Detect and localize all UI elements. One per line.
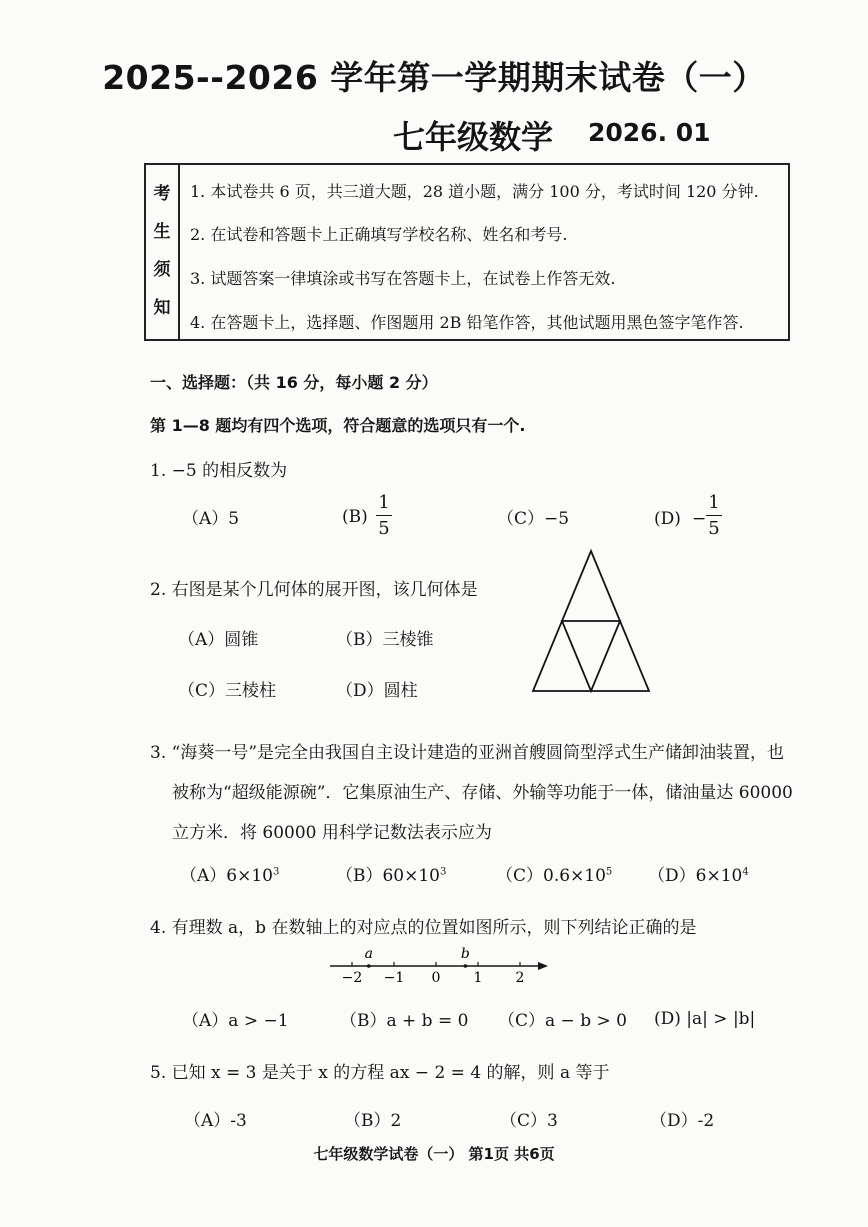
fraction-denominator: 5 xyxy=(708,518,720,539)
question-2-option-c: （C）三棱柱 xyxy=(178,681,277,701)
fraction-numerator: 1 xyxy=(378,492,390,513)
number-line-tick-label: −2 xyxy=(341,970,363,986)
question-5-stem: 5. 已知 x = 3 是关于 x 的方程 ax − 2 = 4 的解，则 a 等于 xyxy=(150,1063,610,1083)
number-line-point-a-label: a xyxy=(364,946,373,962)
question-4-option-c: （C）a − b > 0 xyxy=(498,1011,627,1031)
question-2-option-b: （B）三棱锥 xyxy=(336,630,434,650)
option-text: （C）0.6×10 xyxy=(496,866,606,886)
question-2-option-d: （D）圆柱 xyxy=(336,681,418,701)
fraction-denominator: 5 xyxy=(378,518,390,539)
number-line-point-b-label: b xyxy=(460,946,470,962)
number-line-tick-label: −1 xyxy=(383,970,405,986)
notice-label-column xyxy=(146,165,180,339)
exam-title: 2025--2026 学年第一学期期末试卷（一） xyxy=(102,58,766,97)
exponent: 5 xyxy=(605,866,613,878)
question-1-option-a: （A）5 xyxy=(182,509,240,529)
question-3-line-1: 3. “海葵一号”是完全由我国自主设计建造的亚洲首艘圆筒型浮式生产储卸油装置，也 xyxy=(150,743,785,763)
question-3-line-3: 立方米．将 60000 用科学记数法表示应为 xyxy=(172,823,492,843)
question-5-option-d: （D）-2 xyxy=(650,1111,715,1131)
section-heading: 一、选择题：（共 16 分，每小题 2 分） xyxy=(150,373,438,392)
net-inner-triangle xyxy=(562,621,620,691)
question-3-line-2: 被称为“超级能源碗”．它集原油生产、存储、外输等功能于一体，储油量达 60000 xyxy=(172,783,793,803)
section-instruction: 第 1—8 题均有四个选项，符合题意的选项只有一个. xyxy=(150,416,526,435)
exponent: 3 xyxy=(272,866,280,878)
question-5-option-b: （B）2 xyxy=(344,1111,402,1131)
option-text: （A）6×10 xyxy=(180,866,273,886)
question-4-option-b: （B）a + b = 0 xyxy=(340,1011,469,1031)
question-4-option-d: (D) |a| > |b| xyxy=(654,1009,756,1029)
question-3-option-a xyxy=(180,861,279,886)
notice-label-char: 考 xyxy=(153,184,171,204)
notice-label-char: 生 xyxy=(153,222,171,242)
exponent: 3 xyxy=(440,866,447,878)
question-1-stem: 1. −5 的相反数为 xyxy=(150,461,288,481)
notice-item: 2. 在试卷和答题卡上正确填写学校名称、姓名和考号. xyxy=(190,225,568,244)
exam-date: 2026. 01 xyxy=(588,118,711,147)
notice-label-char: 知 xyxy=(153,298,171,318)
notice-label-char: 须 xyxy=(153,260,171,280)
number-line-point-b xyxy=(464,964,468,968)
number-line-tick-label: 0 xyxy=(431,970,441,986)
fraction-numerator: 1 xyxy=(708,492,720,513)
exam-subtitle: 七年级数学 xyxy=(393,118,554,156)
question-3-option-d xyxy=(648,861,749,886)
question-1-option-c: （C）−5 xyxy=(497,509,570,529)
question-1-option-b-fraction xyxy=(376,492,392,539)
question-1-option-b-label: (B) xyxy=(342,507,368,527)
exponent: 4 xyxy=(742,866,749,878)
question-1-option-d-label: (D) xyxy=(654,509,681,529)
number-line-tick-label: 2 xyxy=(515,970,525,986)
option-text: （B）60×10 xyxy=(336,866,441,886)
question-1-option-d-sign: − xyxy=(692,509,707,529)
question-1-option-d-fraction xyxy=(706,492,722,539)
option-text: （D）6×10 xyxy=(648,866,743,886)
question-3-option-c xyxy=(496,861,612,886)
notice-item: 4. 在答题卡上，选择题、作图题用 2B 铅笔作答，其他试题用黑色签字笔作答. xyxy=(190,313,744,332)
number-line-tick-label: 1 xyxy=(473,970,483,986)
question-4-stem: 4. 有理数 a，b 在数轴上的对应点的位置如图所示，则下列结论正确的是 xyxy=(150,918,697,938)
question-2-option-a: （A）圆锥 xyxy=(178,630,259,650)
number-line-figure xyxy=(320,944,556,988)
tetrahedron-net-figure xyxy=(530,548,652,694)
question-5-option-c: （C）3 xyxy=(500,1111,558,1131)
question-4-option-a: （A）a > −1 xyxy=(182,1011,289,1031)
notice-item: 3. 试题答案一律填涂或书写在答题卡上，在试卷上作答无效. xyxy=(190,269,616,288)
number-line-arrow xyxy=(538,962,548,970)
question-5-option-a: （A）-3 xyxy=(184,1111,247,1131)
question-3-option-b xyxy=(336,861,446,886)
notice-box xyxy=(144,163,790,341)
notice-item: 1. 本试卷共 6 页，共三道大题，28 道小题，满分 100 分，考试时间 120 分钟. xyxy=(190,182,759,201)
question-2-stem: 2. 右图是某个几何体的展开图，该几何体是 xyxy=(150,580,478,600)
number-line-point-a xyxy=(367,964,371,968)
page-footer: 七年级数学试卷（一） 第1页 共6页 xyxy=(313,1145,555,1163)
